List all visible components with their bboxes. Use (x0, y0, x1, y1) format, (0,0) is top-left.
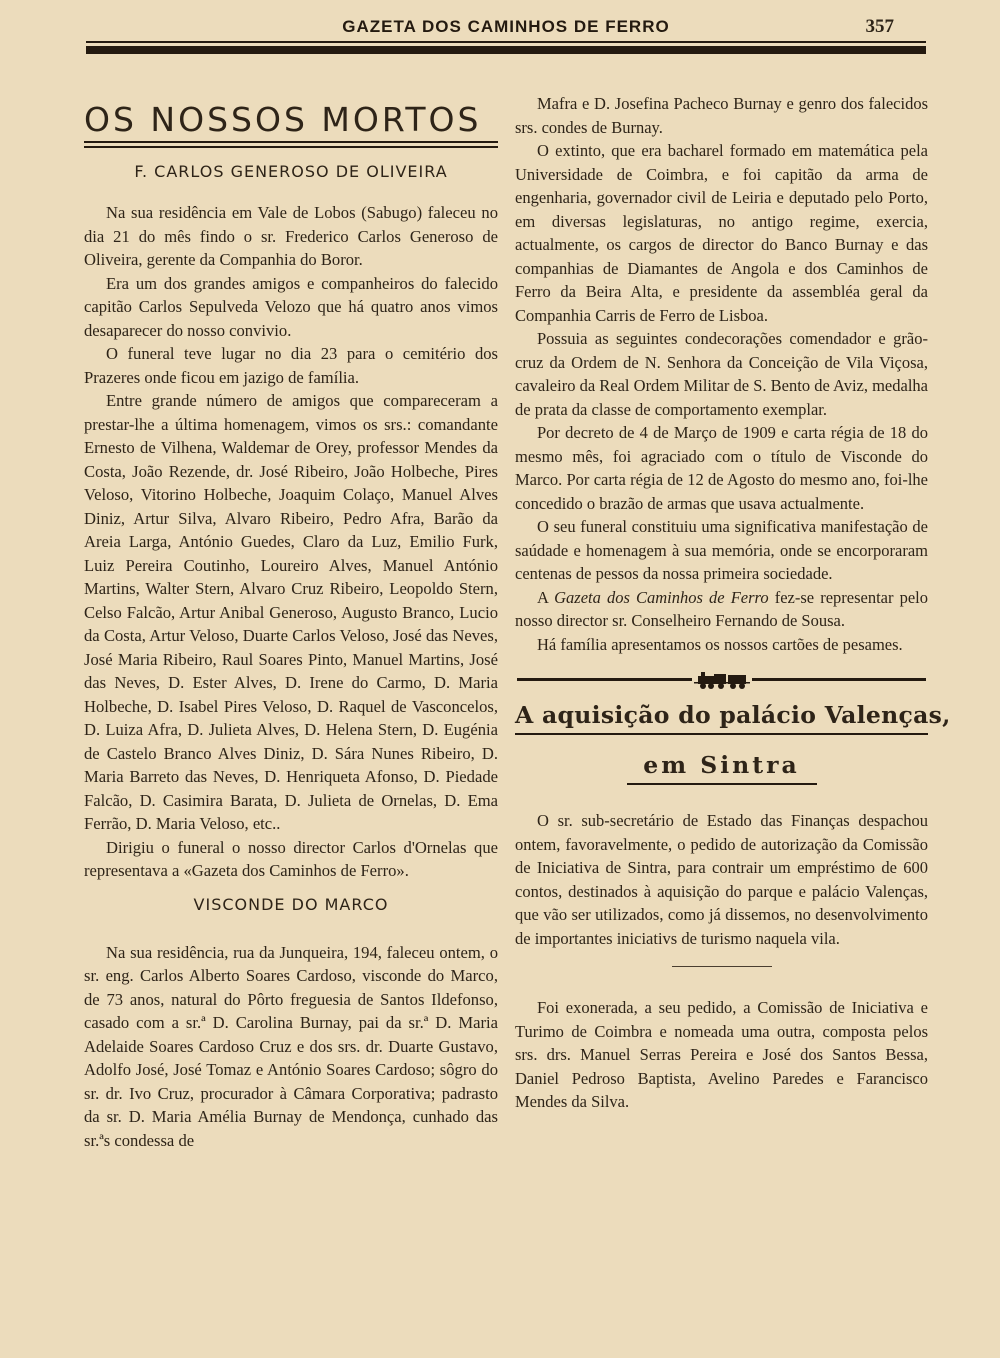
header-rule-thick (86, 46, 926, 54)
closing-paragraph: Há família apresentamos os nossos cartões de pesames. (537, 634, 903, 654)
section-title: OS NOSSOS MORTOS (84, 100, 498, 143)
obituary-paragraph: Era um dos grandes amigos e companheiros do falecido capitão Carlos Sepulveda Velozo que há quatro anos vimos desaparecer do nosso convivio. (84, 273, 498, 340)
representation-prefix: A (537, 587, 555, 607)
continuation-paragraph: Mafra e D. Josefina Pacheco Burnay e genro dos falecidos srs. condes de Burnay. (515, 94, 928, 137)
obituary-paragraph: Na sua residência em Vale de Lobos (Sabugo) faleceu no dia 21 do mês findo o sr. Frederico Carlos Generoso de Oliveira, gerente da Companhia do Boror. (84, 203, 498, 269)
representation-paragraph (515, 586, 928, 633)
representation-suffix: fez-se representar pelo nosso director sr. Conselheiro Fernando de Sousa. (515, 587, 928, 630)
continuation-paragraph: Por decreto de 4 de Março de 1909 e carta régia de 18 do mesmo mês, foi agraciado com o título de Visconde do Marco. Por carta régia de 12 de Agosto do mesmo ano, foi-lhe concedido o brazão de armas que usava actualmente. (515, 423, 928, 513)
article-separator (672, 966, 772, 967)
left-column (84, 92, 498, 1152)
continuation-paragraph: O seu funeral constituiu uma significativa manifestação de saúdade e homenagem à sua memória, onde se encorporaram centenas de pessos da nossa primeira sociedade. (515, 517, 928, 583)
obituary-heading: VISCONDE DO MARCO (193, 894, 389, 914)
journal-name: Gazeta dos Caminhos de Ferro (554, 587, 769, 607)
obituary-paragraph: O funeral teve lugar no dia 23 para o cemitério dos Prazeres onde ficou em jazigo de família. (84, 344, 498, 387)
continuation-paragraph: O extinto, que era bacharel formado em matemática pela Universidade de Coimbra, e foi capitão da arma de engenharia, governador civil de Leiria e deputado pelo Porto, em diversas legislaturas, no antigo regime, exercia, actualmente, os cargos de director do Banco Burnay e das companhias de Diamantes de Angola e dos Caminhos de Ferro da Beira Alta, e presidente da assembléa geral da Companhia Carris de Ferro de Lisboa. (515, 141, 928, 325)
article-paragraph: Foi exonerada, a seu pedido, a Comissão de Iniciativa e Turimo de Coimbra e nomeada uma outra, composta pelos srs. drs. Manuel Serras Pereira e José dos Santos Bessa, Daniel Pedroso Baptista, Avelino Paredes e Farancisco Mendes da Silva. (515, 998, 928, 1111)
page-number: 357 (865, 16, 894, 37)
attendees-paragraph: Entre grande número de amigos que compareceram a prestar-lhe a última homenagem, vimos os srs.: comandante Ernesto de Vilhena, Waldemar de Orey, professor Mendes da Costa, João Rezende, dr. José Ribeiro, João Holbeche, Pires Veloso, Vitorino Holbeche, Joaquim Colaço, Manuel Alves Diniz, Artur Silva, Alvaro Ribeiro, Pedro Afra, Barão da Areia Larga, António Guedes, Claro da Luz, Emilio Furk, Luiz Pereira Coutinho, Loureiro Alves, Manuel António Martins, Walter Stern, Alvaro Cruz Ribeiro, Leopoldo Stern, Celso Falcão, Artur Anibal Generoso, Augusto Branco, Lucio da Costa, Artur Veloso, Duarte Carlos Veloso, José das Neves, José Maria Ribeiro, Raul Soares Pinto, Manuel Martins, José das Neves, D. Ester Alves, D. Irene do Carmo, D. Maria Holbeche, D. Isabel Pires Veloso, D. Raquel de Vasconcelos, D. Luiza Afra, D. Julieta Alves, D. Helena Stern, D. Eugénia de Castelo Branco Alves Diniz, D. Sára Nunes Ribeiro, D. Maria Barreto das Neves, D. Henriqueta Afonso, D. Piedade Falcão, D. Casimira Barata, D. Julieta de Ornelas, D. Ema Ferrão, D. Maria Veloso, etc.. (84, 391, 498, 833)
continuation-paragraph: Possuia as seguintes condecorações comendador e grão-cruz da Ordem de N. Senhora da Conceição de Vila Viçosa, cavaleiro da Real Ordem Militar de S. Bento de Aviz, medalha de prata da classe de comportamento exemplar. (515, 329, 928, 419)
journal-title: GAZETA DOS CAMINHOS DE FERRO (342, 17, 670, 36)
obituary-paragraph: Na sua residência, rua da Junqueira, 194, faleceu ontem, o sr. eng. Carlos Alberto Soares Cardoso, visconde do Marco, de 73 anos, natural do Pôrto freguesia de Santos Ildefonso, casado com a sr.ª D. Carolina Burnay, pai da sr.ª D. Maria Adelaide Soares Cardoso Cruz e dos srs. dr. Duarte Gustavo, Adolfo José, José Tomaz e António Soares Cardoso; sôgro do sr. dr. Ivo Cruz, procurador à Câmara Corporativa; padrasto da sr. D. Maria Amélia Burnay de Mendonça, cunhado das sr.ªs condessa de (84, 942, 498, 1150)
obituary-heading: F. CARLOS GENEROSO DE OLIVEIRA (134, 162, 448, 181)
headline-rule-short (627, 783, 817, 785)
page-header (86, 0, 926, 60)
train-divider (515, 665, 928, 693)
right-column (515, 92, 951, 1114)
article-headline-line-2: em Sintra (643, 751, 800, 779)
train-ornament-icon (692, 667, 752, 691)
headline-rule (515, 733, 928, 735)
section-title-rule (84, 146, 498, 148)
article-headline: A aquisição do palácio Valenças, (515, 701, 951, 729)
header-rule (86, 41, 926, 43)
obituary-paragraph: Dirigiu o funeral o nosso director Carlos d'Ornelas que representava a «Gazeta dos Caminhos de Ferro». (84, 837, 498, 880)
article-paragraph: O sr. sub-secretário de Estado das Finanças despachou ontem, favoravelmente, o pedido de autorização da Comissão de Iniciativa de Sintra, para contrair um empréstimo de 600 contos, destinados à aquisição do parque e palácio Valenças, que vão ser utilizados, como já dissemos, no desenvolvimento de importantes iniciativs de turismo naquela vila. (515, 811, 928, 948)
